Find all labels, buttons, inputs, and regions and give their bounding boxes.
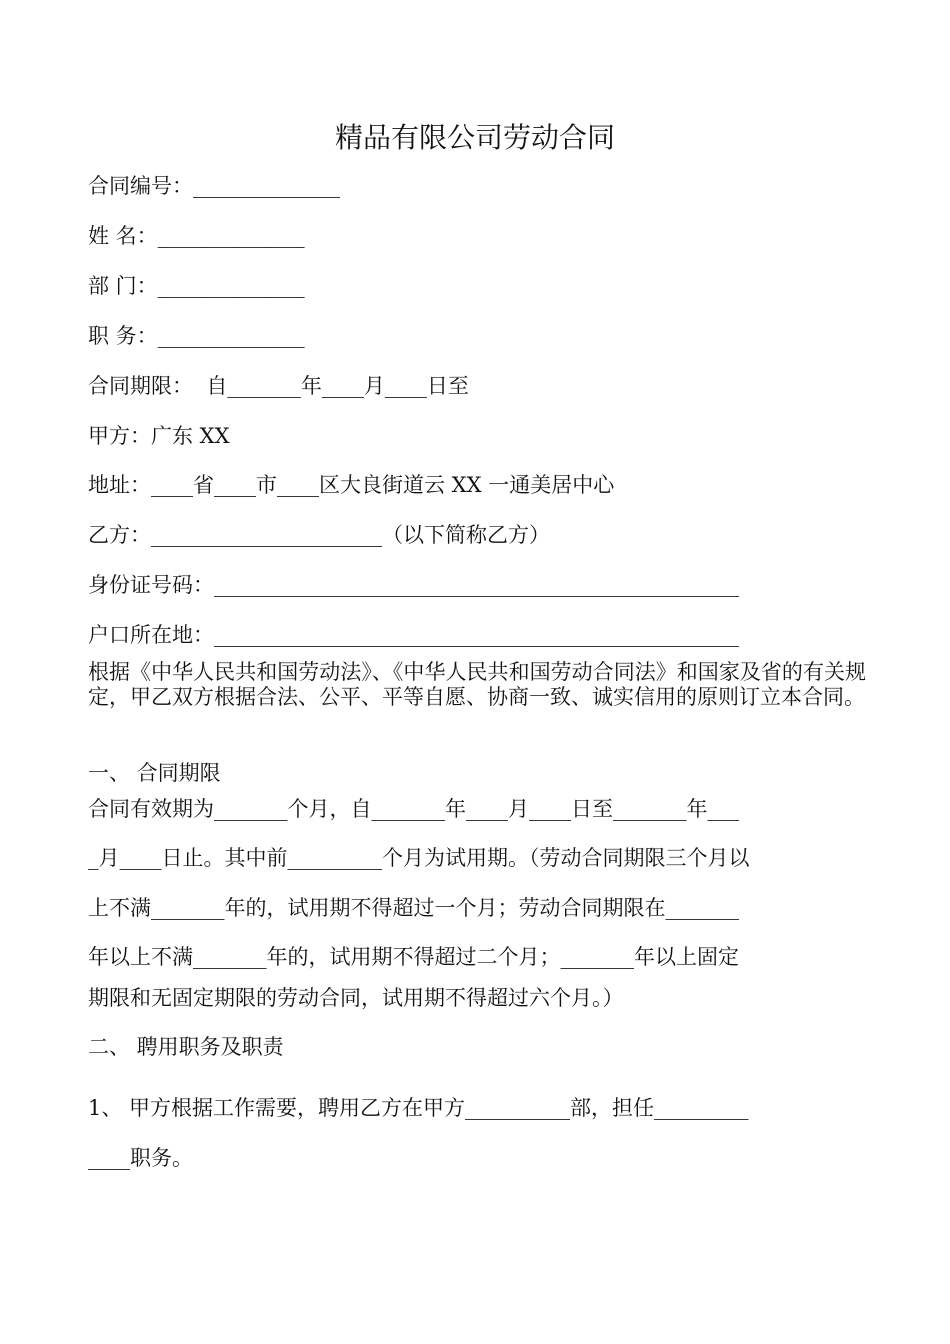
section-1-line: 年以上不满_______年的，试用期不得超过二个月；_______年以上固定 <box>88 945 739 969</box>
section-1-line: 上不满_______年的，试用期不得超过一个月；劳动合同期限在_______ <box>88 896 739 920</box>
section-1-heading: 一、 合同期限 <box>88 761 221 785</box>
party-a-field: 甲方：广东 XX <box>88 424 230 448</box>
id-number-field: 身份证号码：__________________________________________________ <box>88 573 739 597</box>
section-1-line: _月____日止。其中前_________个月为试用期。（劳动合同期限三个月以 <box>88 846 750 870</box>
position-field: 职 务：______________ <box>88 324 305 348</box>
section-1-line: 合同有效期为_______个月，自_______年____月____日至_______年___ <box>88 797 739 821</box>
contract-number-field: 合同编号：______________ <box>88 174 340 198</box>
contract-term-field: 合同期限： 自_______年____月____日至 <box>88 374 469 398</box>
section-2-heading: 二、 聘用职务及职责 <box>88 1035 284 1059</box>
department-field: 部 门：______________ <box>88 274 305 298</box>
address-field: 地址：____省____市____区大良街道云 XX 一通美居中心 <box>88 473 615 497</box>
section-2-item-1-line: ____职务。 <box>88 1146 193 1170</box>
residence-field: 户口所在地：__________________________________________________ <box>88 623 739 647</box>
section-1-line: 期限和无固定期限的劳动合同，试用期不得超过六个月。） <box>88 986 624 1010</box>
intro-paragraph: 根据《中华人民共和国劳动法》、《中华人民共和国劳动合同法》和国家及省的有关规定，甲乙双方根据合法、公平、平等自愿、协商一致、诚实信用的原则订立本合同。 <box>88 660 866 709</box>
section-2-item-1-line: 1、 甲方根据工作需要，聘用乙方在甲方__________部，担任_________ <box>88 1096 749 1120</box>
party-b-field: 乙方：______________________（以下简称乙方） <box>88 523 550 547</box>
document-title: 精品有限公司劳动合同 <box>334 121 615 154</box>
name-field: 姓 名：______________ <box>88 224 305 248</box>
